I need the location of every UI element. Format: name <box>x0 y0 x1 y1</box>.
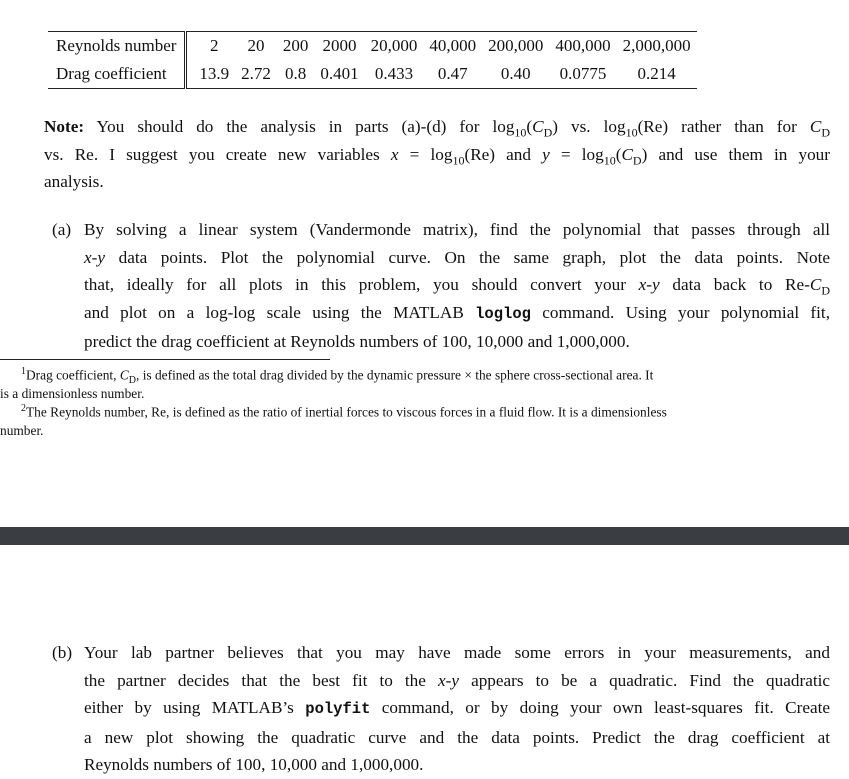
note-text: ) and use them in your <box>641 144 831 164</box>
footnote-1 <box>0 363 830 403</box>
table-row-reynolds <box>48 32 697 61</box>
note-text: ) vs. log <box>552 117 626 136</box>
text: that, ideally for all plots in this problem, you should convert your <box>84 275 639 294</box>
footnote-2-line-2: number. <box>0 422 44 438</box>
math-text: (Re) <box>464 144 496 164</box>
part-b-line-2: the partner decides that the best fit to the x-y appears to be a quadratic. Find the quadratic <box>84 670 830 690</box>
table-cell: 0.40 <box>482 60 549 89</box>
note-text: rather than for <box>668 117 810 136</box>
math-var: C <box>809 117 822 136</box>
footnote-2 <box>0 400 830 440</box>
note-line-3: analysis. <box>44 172 104 191</box>
subscript: D <box>821 283 830 298</box>
text: command, or by doing your own least-squares fit. Create <box>370 698 830 717</box>
matlab-command: loglog <box>475 304 531 323</box>
text: , is defined as the total drag divided by the dynamic pressure × the sphere cross-sectional area. It <box>136 367 654 383</box>
subscript: D <box>821 125 830 140</box>
math-var: C <box>809 275 822 294</box>
footnote-1-line-2: is a dimensionless number. <box>0 385 145 401</box>
text: command. Using your polynomial fit, <box>530 302 830 322</box>
footnote-rule <box>0 359 330 360</box>
math-text: = log <box>549 144 604 164</box>
math-var: x <box>84 247 92 267</box>
text: - <box>91 247 98 267</box>
part-a-label: (a) <box>52 220 72 239</box>
text: The Reynolds number, Re, is defined as the ratio of inertial forces to viscous forces in a fluid flow. It is a dimensionless <box>26 404 667 420</box>
table-cell: 0.0775 <box>549 60 616 89</box>
math-text: (Re) <box>637 117 669 136</box>
note-text: You should do the analysis in parts (a)-(d) for log <box>96 117 515 136</box>
note-paragraph <box>44 113 830 196</box>
subscript: 10 <box>452 152 465 167</box>
subscript: D <box>128 375 136 387</box>
table-cell: 0.401 <box>314 60 364 89</box>
table-cell: 20,000 <box>365 32 424 61</box>
table-cell: 2.72 <box>235 60 277 89</box>
math-var: y <box>451 670 459 690</box>
part-b-paragraph <box>84 639 830 779</box>
math-var: y <box>652 275 660 294</box>
footnote-1-line-1 <box>0 363 830 385</box>
table-separator <box>186 60 194 89</box>
text: either by using MATLAB’s <box>84 698 306 717</box>
note-label: Note: <box>44 117 85 136</box>
table-cell: 2000 <box>314 32 364 61</box>
reynolds-drag-table <box>48 31 697 89</box>
table-cell: 0.433 <box>365 60 424 89</box>
part-a-line-5: predict the drag coefficient at Reynolds numbers of 100, 10,000 and 1,000,000. <box>84 332 630 351</box>
math-var: x <box>390 144 399 164</box>
text: data points. Plot the polynomial curve. On the same graph, plot the data points. Note <box>105 247 830 267</box>
part-a-line-1: By solving a linear system (Vandermonde matrix), find the polynomial that passes through all <box>84 220 830 239</box>
math-text: = log <box>398 144 453 164</box>
part-b-line-5: Reynolds numbers of 100, 10,000 and 1,000,000. <box>84 755 424 774</box>
math-var: C <box>532 117 544 136</box>
table-separator <box>186 32 194 61</box>
part-a-line-3: that, ideally for all plots in this problem, you should convert your x-y data back to $Re-C_D$ <box>84 275 830 298</box>
math-var: x <box>437 670 446 690</box>
table-row-drag <box>48 60 697 89</box>
row-label-drag: Drag coefficient <box>48 60 186 89</box>
text: Drag coefficient, <box>26 367 120 383</box>
subscript: 10 <box>625 125 638 140</box>
part-a-paragraph <box>84 216 830 356</box>
math-var: x <box>638 275 647 294</box>
math-var: y <box>97 247 106 267</box>
text: appears to be a quadratic. Find the quadratic <box>459 670 830 690</box>
math-var: C <box>621 144 633 164</box>
footnote-2-line-1 <box>0 400 830 422</box>
note-text: vs. Re. I suggest you create new variables <box>44 144 391 164</box>
subscript: 10 <box>603 152 616 167</box>
page-break-band <box>0 527 849 545</box>
text: data back to Re- <box>659 275 810 294</box>
text: and plot on a log-log scale using the MATLAB <box>84 302 476 322</box>
row-label-reynolds: Reynolds number <box>48 32 186 61</box>
subscript: 10 <box>514 125 527 140</box>
part-b-line-1: Your lab partner believes that you may have made some errors in your measurements, and <box>84 643 830 662</box>
part-a-line-4 <box>84 299 830 329</box>
part-a-line-2 <box>84 244 830 272</box>
note-text: and <box>495 144 543 164</box>
part-b-label: (b) <box>52 643 73 662</box>
note-line-1: Note: You should do the analysis in parts (a)-(d) for $\log_{10}(C_D)$ vs. $\log_{10}(Re)$ rather than for $C_D$ <box>44 117 830 140</box>
table-cell: 200,000 <box>482 32 549 61</box>
table-cell: 0.214 <box>617 60 697 89</box>
math-var: y <box>542 144 550 164</box>
part-b-line-3 <box>84 694 830 724</box>
subscript: D <box>632 152 642 167</box>
table-cell: 40,000 <box>423 32 482 61</box>
part-b-line-4: a new plot showing the quadratic curve and the data points. Predict the drag coefficient at <box>84 727 830 747</box>
table-cell: 0.8 <box>277 60 315 89</box>
footnote-mark: 2 <box>21 403 26 414</box>
footnote-mark: 1 <box>21 366 26 377</box>
matlab-command: polyfit <box>305 700 371 718</box>
table-cell: 0.47 <box>423 60 482 89</box>
table-cell: 400,000 <box>549 32 616 61</box>
table-cell: 20 <box>235 32 277 61</box>
math-var: C <box>119 367 129 383</box>
table-cell: 13.9 <box>193 60 235 89</box>
text: the partner decides that the best fit to the <box>84 670 438 690</box>
table-cell: 200 <box>277 32 315 61</box>
table-cell: 2 <box>193 32 235 61</box>
note-line-2: vs. Re. I suggest you create new variables $x = \log_{10}(Re)$ and $y = \log_{10}(C_D)$ and use them in your <box>44 144 831 167</box>
subscript: D <box>543 125 553 140</box>
table-cell: 2,000,000 <box>617 32 697 61</box>
